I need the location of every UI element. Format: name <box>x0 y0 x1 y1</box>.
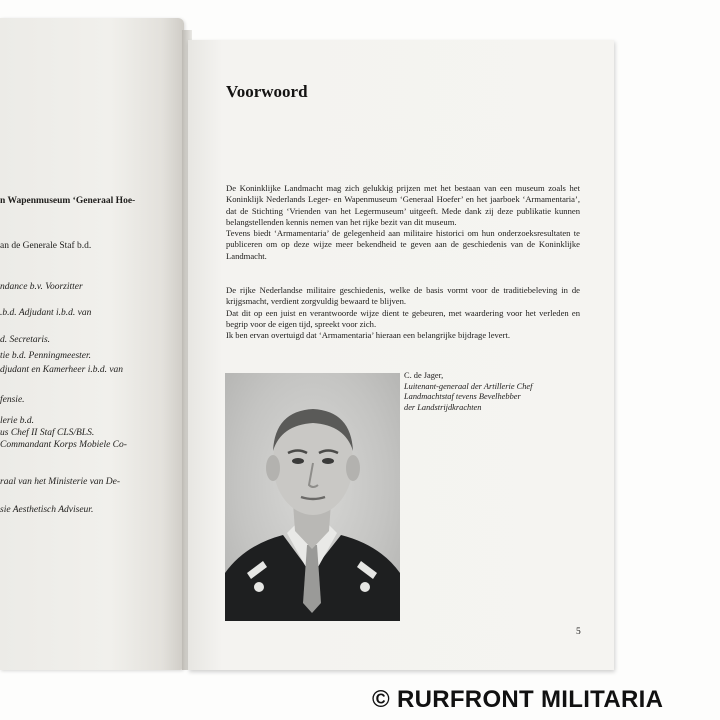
left-page-line: djudant en Kamerheer i.b.d. van <box>0 365 124 375</box>
left-page-line: sie Aesthetisch Adviseur. <box>0 505 94 515</box>
foreword-paragraph-2: Tevens biedt ‘Armamentaria’ de gelegenheid aan militaire historici om hun onderzoeksresultaten te publiceren om op deze wijze meer bekendheid te geven aan de geschiedenis van de Koninklijke Landmacht. <box>226 228 580 261</box>
watermark: © RURFRONT MILITARIA <box>372 686 664 713</box>
left-page-line: raal van het Ministerie van De- <box>0 477 121 487</box>
left-page-line: Commandant Korps Mobiele Co- <box>0 440 127 450</box>
bleedthrough-text <box>438 88 588 148</box>
left-page-line: n Wapenmuseum ‘Generaal Hoe- <box>0 196 136 206</box>
caption-name: C. de Jager, <box>404 371 444 380</box>
portrait-illustration <box>225 373 400 621</box>
left-page-line: ndance b.v. Voorzitter <box>0 282 83 292</box>
photo-caption <box>404 371 594 413</box>
page-title: Voorwoord <box>226 82 308 101</box>
left-page-line: fensie. <box>0 395 25 405</box>
left-page-line: lerie b.d. <box>0 416 35 426</box>
left-page-line: an de Generale Staf b.d. <box>0 241 92 251</box>
foreword-paragraph-1: De Koninklijke Landmacht mag zich gelukkig prijzen met het bestaan van een museum zoals het Koninklijk Nederlands Leger- en Wapenmuseum ‘Generaal Hoefer’ en het jaarboek ‘Armamentaria’, dat de Stichting ‘Vrienden van het Legermuseum’ uitgeeft. Mede dank zij deze publikatie kunnen belangstellenden kennis nemen van het rijke bezit van dit museum. Tevens biedt ‘Armamentaria’ de gelegenheid aan militaire historici om hun onderzoeksresultaten te publiceren om op deze wijze meer bekendheid te geven aan de geschiedenis van de Koninklijke Landmacht. <box>226 183 580 261</box>
left-page-line: .b.d. Adjudant i.b.d. van <box>0 308 92 318</box>
caption-role-3: der Landstrijdkrachten <box>404 402 482 412</box>
page-number: 5 <box>576 627 581 637</box>
foreword-paragraph-4: Dat dit op een juist en verantwoorde wijze dient te gebeuren, met waardering voor het verleden en begrip voor de eigen tijd, spreekt voor zich. <box>226 307 580 329</box>
foreword-paragraph-3: De rijke Nederlandse militaire geschiedenis, welke de basis vormt voor de traditiebeleving in de krijgsmacht, verdient zorgvuldig bewaard te blijven. Dat dit op een juist en verantwoorde wijze dient te gebeuren, met waardering voor het verleden en begrip voor de eigen tijd, spreekt voor zich. Ik ben ervan overtuigd dat ‘Armamentaria’ hieraan een belangrijke bijdrage levert. <box>226 285 580 341</box>
left-page-line: tie b.d. Penningmeester. <box>0 351 92 361</box>
left-page-bleedthrough <box>70 76 184 106</box>
portrait-photo <box>225 373 400 621</box>
caption-role-2: Landmachtstaf tevens Bevelhebber <box>404 392 521 402</box>
caption-role-1: Luitenant-generaal der Artillerie Chef <box>404 381 533 391</box>
left-page-line: us Chef II Staf CLS/BLS. <box>0 428 95 438</box>
foreword-paragraph-5: Ik ben ervan overtuigd dat ‘Armamentaria’ hieraan een belangrijke bijdrage levert. <box>226 330 511 341</box>
left-page <box>0 18 184 670</box>
right-page <box>188 40 614 670</box>
left-page-line: d. Secretaris. <box>0 335 51 345</box>
